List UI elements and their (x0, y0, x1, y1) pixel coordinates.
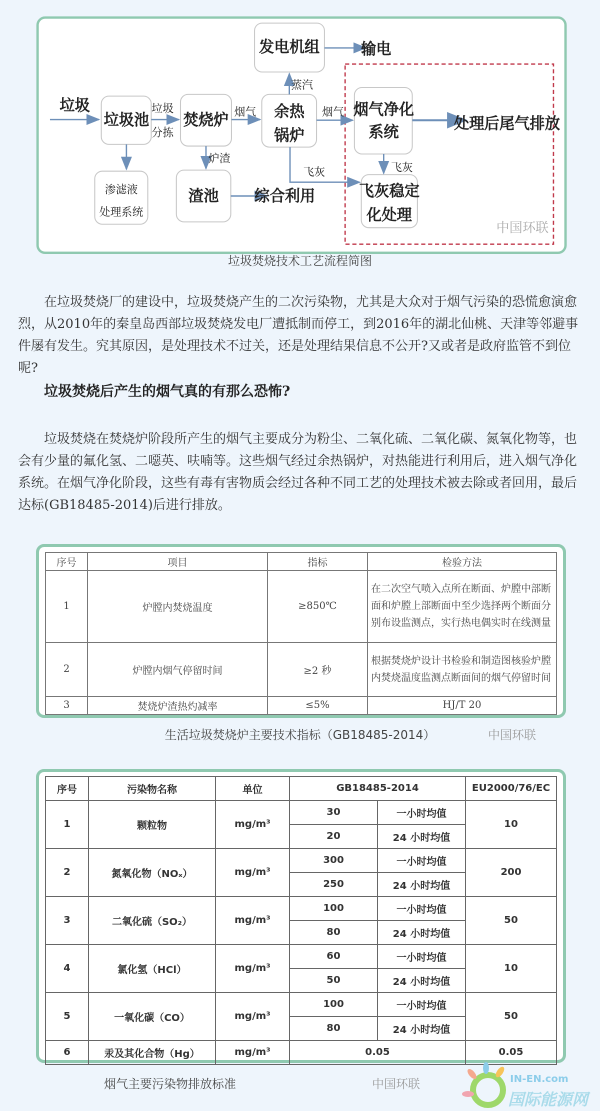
col-header: 检验方法 (368, 553, 557, 571)
node-slag-pool-label: 渣池 (188, 186, 219, 205)
cell: 50 (290, 969, 378, 993)
col-header: 序号 (46, 553, 88, 571)
col-header: 序号 (46, 777, 89, 801)
cell: 100 (290, 993, 378, 1017)
emission-standard-table-frame (36, 769, 566, 1063)
cell: 根据焚烧炉设计书检验和制造图核验炉膛内焚烧温度监测点断面间的烟气停留时间 (368, 643, 557, 697)
watermark: 中国环联 (488, 728, 537, 742)
node-pit-label: 垃圾池 (103, 111, 150, 130)
table-row (46, 993, 557, 1017)
cell: 一氧化碳（CO） (89, 993, 216, 1041)
edge-label-fly-ash: 飞灰 (390, 161, 413, 175)
watermark: 中国环联 (372, 1077, 421, 1091)
node-garbage-in-label: 垃圾 (59, 96, 90, 115)
cell: 200 (466, 849, 557, 897)
edge-label-sorting: 分拣 (151, 126, 174, 140)
cell: 6 (46, 1041, 89, 1065)
node-exhaust-label: 处理后尾气排放 (453, 114, 560, 133)
cell: 颗粒物 (89, 801, 216, 849)
cell: 在二次空气喷入点所在断面、炉膛中部断面和炉膛上部断面中至少选择两个断面分别布设监测点，实行热电偶实时在线测量 (368, 571, 557, 643)
cell: 2 (46, 849, 89, 897)
node-flue-clean (354, 88, 412, 154)
node-leachate-label-1: 渗滤液 (104, 183, 138, 197)
cell: 4 (46, 945, 89, 993)
cell: mg/m³ (216, 897, 290, 945)
cell: mg/m³ (216, 849, 290, 897)
cell: 1 (46, 571, 88, 643)
table-row (46, 897, 557, 921)
cell: 一小时均值 (378, 849, 466, 873)
cell: 二氧化硫（SO₂） (89, 897, 216, 945)
node-ash-label-2: 化处理 (366, 205, 412, 224)
edge-label-flue-gas: 烟气 (322, 105, 345, 119)
table-row (46, 697, 557, 715)
cell: 焚烧炉渣热灼减率 (88, 697, 268, 715)
edge-label-garbage: 垃圾 (151, 101, 174, 115)
cell: 5 (46, 993, 89, 1041)
cell: 一小时均值 (378, 993, 466, 1017)
paragraph: 在垃圾焚烧厂的建设中，垃圾焚烧产生的二次污染物，尤其是大众对于烟气污染的恐慌愈演愈烈，从2010年的秦皇岛西部垃圾焚烧发电厂遭抵制而停工，到2016年的湖北仙桃、天津等邻避事件屡有发生。究其原因，是处理技术不过关，还是处理结果信息不公开?又或者是政府监管不到位呢? (18, 295, 579, 376)
node-generator-label: 发电机组 (259, 38, 320, 57)
node-boiler-label-2: 锅炉 (274, 126, 305, 145)
table-row (46, 801, 557, 825)
cell: 80 (290, 1017, 378, 1041)
node-furnace-label: 焚烧炉 (183, 111, 229, 130)
col-header: 指标 (268, 553, 368, 571)
node-boiler-label-1: 余热 (274, 102, 305, 121)
cell: 1 (46, 801, 89, 849)
cell: 3 (46, 897, 89, 945)
cell: 50 (466, 993, 557, 1041)
cell: 一小时均值 (378, 801, 466, 825)
cell: 100 (290, 897, 378, 921)
watermark: 中国环联 (496, 221, 549, 237)
table-row (46, 849, 557, 873)
cell: 氮氧化物（NOₓ） (89, 849, 216, 897)
cell: ≥850℃ (268, 571, 368, 643)
cell: ≥2 秒 (268, 643, 368, 697)
cell: 24 小时均值 (378, 969, 466, 993)
cell: 炉膛内烟气停留时间 (88, 643, 268, 697)
cell: 2 (46, 643, 88, 697)
edge-label-steam: 蒸汽 (291, 78, 314, 92)
col-header: GB18485-2014 (290, 777, 466, 801)
cell: 24 小时均值 (378, 825, 466, 849)
section-heading: 垃圾焚烧后产生的烟气真的有那么恐怖? (44, 384, 291, 400)
cell: ≤5% (268, 697, 368, 715)
process-flowchart (30, 10, 570, 258)
cell: 一小时均值 (378, 897, 466, 921)
figure-caption: 垃圾焚烧技术工艺流程简图 (227, 254, 372, 268)
col-header: 项目 (88, 553, 268, 571)
cell: 0.05 (466, 1041, 557, 1065)
paragraph: 垃圾焚烧在焚烧炉阶段所产生的烟气主要成分为粉尘、二氧化硫、二氧化碳、氮氧化物等，也会有少量的氟化氢、二噁英、呋喃等。这些烟气经过余热锅炉，对热能进行利用后，进入烟气净化系统。在烟气净化阶段，这些有毒有害物质会经过各种不同工艺的处理技术被去除或者回用，最后达标(GB18485-2014)后进行排放。 (18, 432, 578, 513)
cell: 30 (290, 801, 378, 825)
node-power-out-label: 输电 (360, 40, 392, 59)
cell: 50 (466, 897, 557, 945)
logo-en: IN-EN.com (510, 1074, 569, 1085)
cell: 3 (46, 697, 88, 715)
col-header: 单位 (216, 777, 290, 801)
node-flue-clean-label-2: 系统 (368, 123, 399, 142)
cell: HJ/T 20 (368, 697, 557, 715)
cell: 汞及其化合物（Hg） (89, 1041, 216, 1065)
cell: 氯化氢（HCl） (89, 945, 216, 993)
tech-indicator-table (45, 552, 557, 715)
cell: 一小时均值 (378, 945, 466, 969)
cell: 300 (290, 849, 378, 873)
table-caption: 生活垃圾焚烧炉主要技术指标（GB18485-2014） (164, 728, 436, 742)
in-en-logo (462, 1060, 600, 1111)
col-header: 污染物名称 (89, 777, 216, 801)
col-header: EU2000/76/EC (466, 777, 557, 801)
cell: 24 小时均值 (378, 921, 466, 945)
logo-cn: 国际能源网 (508, 1090, 589, 1109)
tech-indicator-table-frame (36, 544, 566, 718)
emission-standard-table (45, 776, 557, 1065)
edge-label-flue-gas: 烟气 (234, 105, 257, 119)
cell: mg/m³ (216, 945, 290, 993)
node-ash-label-1: 飞灰稳定 (358, 181, 420, 201)
cell: 10 (466, 945, 557, 993)
cell: 250 (290, 873, 378, 897)
table-row (46, 571, 557, 643)
table-caption: 烟气主要污染物排放标准 (103, 1077, 236, 1091)
cell: mg/m³ (216, 993, 290, 1041)
cell: mg/m³ (216, 801, 290, 849)
table-row (46, 945, 557, 969)
node-leachate-label-2: 处理系统 (99, 205, 144, 219)
cell: mg/m³ (216, 1041, 290, 1065)
cell: 24 小时均值 (378, 873, 466, 897)
edge-label-fly-ash: 飞灰 (303, 165, 326, 179)
edge-label-slag: 炉渣 (208, 152, 231, 166)
cell: 80 (290, 921, 378, 945)
cell: 24 小时均值 (378, 1017, 466, 1041)
cell: 炉膛内焚烧温度 (88, 571, 268, 643)
cell: 10 (466, 801, 557, 849)
node-utilization-label: 综合利用 (254, 186, 316, 205)
cell: 20 (290, 825, 378, 849)
table-row (46, 643, 557, 697)
node-flue-clean-label-1: 烟气净化 (353, 100, 414, 119)
cell: 0.05 (290, 1041, 466, 1065)
cell: 60 (290, 945, 378, 969)
